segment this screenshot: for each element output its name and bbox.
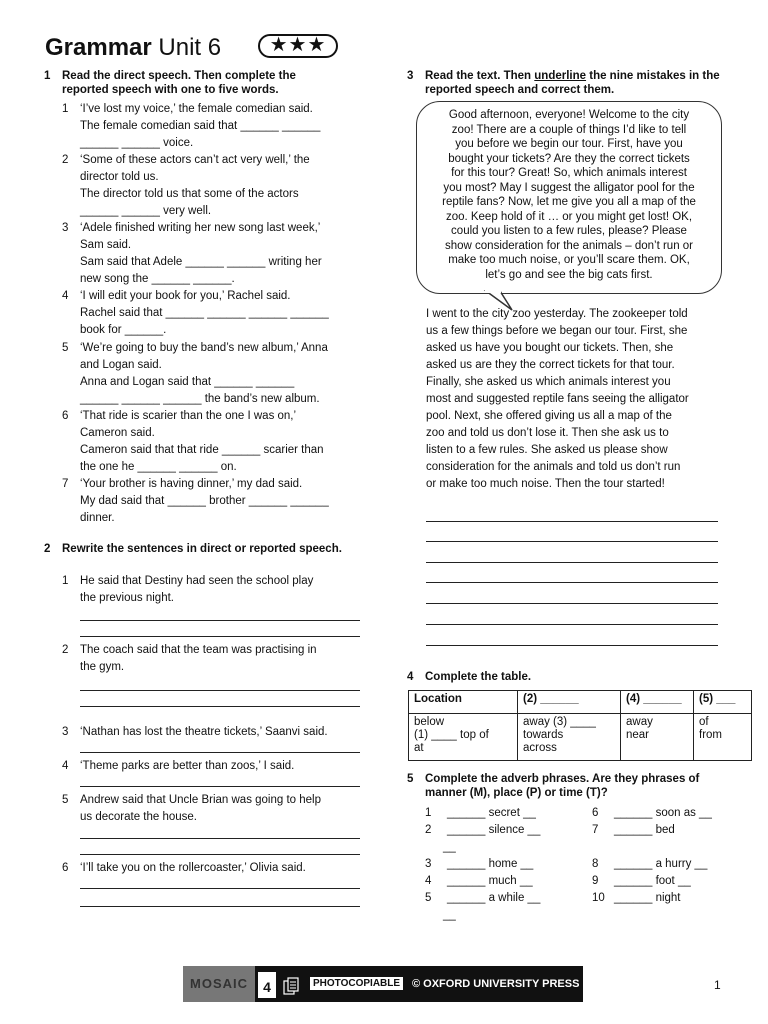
item-number: 4 — [425, 875, 432, 887]
bubble-line: make too much noise, or you’ll scare them. OK, — [448, 254, 690, 266]
item-number: 6 — [592, 807, 599, 819]
cell-line: of — [699, 716, 709, 728]
ex4-number: 4 — [407, 671, 414, 683]
ex4-heading — [407, 670, 727, 684]
item-text — [80, 408, 362, 476]
item-line: director told us. — [80, 171, 159, 183]
item-line: the previous night. — [80, 592, 174, 604]
ex2-item — [62, 758, 362, 775]
table-header: (5) ___ — [694, 691, 752, 714]
ex2-number: 2 — [44, 543, 51, 555]
ex1-item — [62, 340, 362, 408]
item-text: ______ secret __ — [447, 807, 536, 819]
adverb-item — [592, 822, 752, 839]
paragraph-line: listen to a few rules. She asked us please show — [426, 444, 668, 456]
brand-logo: MOSAIC — [183, 966, 255, 1002]
item-text — [80, 758, 362, 775]
answer-line — [80, 706, 360, 707]
paragraph-line: Finally, she asked us which animals interest you — [426, 376, 671, 388]
item-text: ______ silence __ — [447, 824, 541, 836]
table-header: (4) ______ — [621, 691, 694, 714]
answer-line — [426, 562, 718, 563]
answer-line — [426, 603, 718, 604]
item-line: The coach said that the team was practising in — [80, 644, 317, 656]
adverb-item — [425, 890, 585, 907]
item-number: 4 — [62, 290, 69, 302]
item-text: ______ much __ — [447, 875, 533, 887]
cell-line: below — [414, 716, 445, 728]
item-line: The director told us that some of the actors — [80, 188, 299, 200]
ex1-item — [62, 476, 362, 527]
difficulty-stars: ★★★ — [258, 34, 338, 58]
paragraph-line: most and suggested reptile fans seeing the alligator — [426, 393, 689, 405]
item-line: My dad said that ______ brother ______ ______ — [80, 495, 329, 507]
answer-line — [80, 786, 360, 787]
ex1-item — [62, 101, 362, 152]
item-line: ‘Theme parks are better than zoos,’ I said. — [80, 760, 295, 772]
bubble-line: show consideration for the animals – don’t run or — [444, 239, 694, 252]
item-number: 6 — [62, 862, 69, 874]
item-text: ______ home __ — [447, 858, 534, 870]
paragraph-line: I went to the city zoo yesterday. The zookeeper told — [426, 308, 688, 320]
bubble-line: you before we begin our tour. First, have you — [455, 138, 683, 150]
answer-line — [426, 541, 718, 542]
item-number: 1 — [62, 103, 69, 115]
overflow-blank: __ — [443, 841, 456, 853]
cell-line: away — [626, 716, 653, 728]
item-number: 10 — [592, 892, 605, 904]
ex5-instruction: Complete the adverb phrases. Are they phrases of manner (M), place (P) or time (T)? — [425, 773, 700, 799]
item-number: 7 — [592, 824, 599, 836]
answer-line — [80, 752, 360, 753]
paragraph-line: us a few things before we began our tour. First, she — [426, 325, 688, 337]
ex5-heading — [407, 772, 737, 800]
ex1-instruction: Read the direct speech. Then complete the reported speech with one to five words. — [62, 70, 296, 96]
paragraph-line: pool. Next, she offered giving us all a map of the — [426, 410, 672, 422]
bubble-line: zoo. Keep hold of it … or you might get lost! OK, — [445, 210, 693, 223]
page-number: 1 — [714, 978, 721, 992]
adverb-item — [425, 856, 585, 873]
ex2-item — [62, 792, 362, 826]
item-line: The female comedian said that ______ ______ — [80, 120, 321, 132]
item-line: Cameron said. — [80, 427, 155, 439]
item-line: ‘Your brother is having dinner,’ my dad said. — [80, 478, 303, 490]
item-line: Anna and Logan said that ______ ______ — [80, 376, 295, 388]
item-text — [80, 101, 362, 152]
ex3-instruction: Read the text. Then underline the nine mistakes in the reported speech and correct them. — [425, 70, 720, 96]
ex3-number: 3 — [407, 70, 414, 82]
item-number: 2 — [62, 644, 69, 656]
ex1-heading — [44, 69, 344, 97]
ex1-item — [62, 152, 362, 220]
bubble-line: bought your tickets? Are they the correct tickets — [448, 152, 690, 165]
item-text — [80, 220, 362, 288]
item-line: ‘Nathan has lost the theatre tickets,’ Saanvi said. — [80, 726, 328, 738]
adverb-item — [425, 822, 585, 839]
adverb-item — [592, 873, 752, 890]
item-line: Andrew said that Uncle Brian was going to help — [80, 794, 322, 806]
answer-line — [426, 521, 718, 522]
item-number: 9 — [592, 875, 599, 887]
cell-line: from — [699, 729, 722, 741]
item-number: 2 — [425, 824, 432, 836]
item-number: 3 — [62, 222, 69, 234]
adverb-item — [425, 805, 585, 822]
item-line: ‘We’re going to buy the band’s new album,’ Anna — [80, 342, 328, 354]
item-number: 1 — [62, 575, 69, 587]
answer-line — [426, 582, 718, 583]
item-line: ‘Adele finished writing her new song last week,’ — [80, 222, 321, 234]
ex4-instruction: Complete the table. — [425, 671, 532, 683]
location-table — [408, 690, 752, 761]
answer-line — [426, 624, 718, 625]
item-number: 7 — [62, 478, 69, 490]
table-header: (2) ______ — [518, 691, 621, 714]
item-line: the gym. — [80, 661, 125, 673]
item-line: the one he ______ ______ on. — [80, 461, 237, 473]
ex1-number: 1 — [44, 70, 51, 82]
ex2-heading — [44, 542, 344, 556]
table-cell — [518, 714, 621, 761]
item-text — [80, 573, 362, 607]
photocopy-icon — [282, 976, 302, 996]
adverb-item — [592, 805, 752, 822]
answer-line — [426, 645, 718, 646]
ex2-item — [62, 724, 362, 741]
item-text: ______ bed — [614, 824, 675, 836]
ex2-item — [62, 573, 362, 607]
ex2-instruction: Rewrite the sentences in direct or reported speech. — [62, 543, 342, 555]
bubble-line: zoo! There are a couple of things I’d like to tell — [451, 123, 687, 136]
paragraph-line: zoo and told us don’t lose it. Then she ask us to — [426, 427, 669, 439]
answer-line — [80, 888, 360, 889]
ex1-item — [62, 220, 362, 288]
ex2-item — [62, 642, 362, 676]
item-text: ______ a hurry __ — [614, 858, 708, 870]
paragraph-line: asked us are they the correct tickets for that tour. — [426, 359, 675, 371]
answer-line — [80, 690, 360, 691]
adverb-item — [592, 856, 752, 873]
item-text — [80, 724, 362, 741]
reported-paragraph — [426, 306, 726, 493]
item-number: 6 — [62, 410, 69, 422]
item-line: ‘That ride is scarier than the one I was on,’ — [80, 410, 297, 422]
adverb-item — [425, 873, 585, 890]
answer-line — [80, 854, 360, 855]
item-text — [80, 860, 362, 877]
publisher-label: © OXFORD UNIVERSITY PRESS — [412, 978, 580, 990]
item-number: 5 — [425, 892, 432, 904]
item-text — [80, 152, 362, 220]
table-header-row — [409, 691, 752, 714]
cell-line: away (3) ____ — [523, 716, 596, 728]
page-title — [45, 34, 221, 62]
paragraph-line: or make too much noise. Then the tour started! — [426, 478, 665, 490]
item-line: ‘I will edit your book for you,’ Rachel said. — [80, 290, 291, 302]
cell-line: near — [626, 729, 650, 741]
answer-line — [80, 906, 360, 907]
bubble-line: could you listen to a few rules, please? Please — [451, 225, 687, 237]
item-line: He said that Destiny had seen the school play — [80, 575, 314, 587]
item-line: new song the ______ ______. — [80, 273, 235, 285]
ex1-item — [62, 288, 362, 339]
bubble-line: for this tour? Great! So, which animals interest — [451, 167, 687, 179]
level-badge: 4 — [258, 972, 276, 998]
item-text — [80, 792, 362, 826]
item-text: ______ a while __ — [447, 892, 541, 904]
item-line: Sam said. — [80, 239, 132, 251]
ex5-number: 5 — [407, 773, 414, 785]
item-number: 3 — [425, 858, 432, 870]
adverb-item — [592, 890, 752, 907]
bubble-line: let’s go and see the big cats first. — [485, 268, 653, 281]
item-number: 4 — [62, 760, 69, 772]
ex1-item — [62, 408, 362, 476]
table-cell — [694, 714, 752, 761]
cell-line: at — [414, 742, 424, 754]
table-cell — [409, 714, 518, 761]
item-line: ______ ______ voice. — [80, 137, 194, 149]
cell-line: towards — [523, 729, 564, 741]
cell-line: across — [523, 742, 557, 754]
item-number: 8 — [592, 858, 599, 870]
paragraph-line: consideration for the animals and told us don’t run — [426, 461, 681, 473]
table-header: Location — [409, 691, 518, 714]
table-row — [409, 714, 752, 761]
item-number: 5 — [62, 794, 69, 806]
cell-line: (1) ____ top of — [414, 729, 489, 741]
item-line: ‘I’ve lost my voice,’ the female comedian said. — [80, 103, 313, 115]
speech-bubble — [416, 101, 722, 294]
table-cell — [621, 714, 694, 761]
bubble-line: you most? May I suggest the alligator pool for the — [443, 181, 695, 194]
item-number: 2 — [62, 154, 69, 166]
item-text — [80, 642, 362, 676]
item-line: us decorate the house. — [80, 811, 197, 823]
ex2-item — [62, 860, 362, 877]
item-number: 5 — [62, 342, 69, 354]
item-text: ______ night — [614, 892, 681, 904]
answer-line — [80, 636, 360, 637]
item-text — [80, 476, 362, 527]
item-text — [80, 288, 362, 339]
item-line: ______ ______ ______ the band’s new album. — [80, 393, 320, 405]
item-text: ______ foot __ — [614, 875, 691, 887]
item-line: and Logan said. — [80, 359, 162, 371]
item-line: ‘I’ll take you on the rollercoaster,’ Olivia said. — [80, 862, 306, 874]
answer-line — [80, 620, 360, 621]
ex3-heading — [407, 69, 727, 97]
bubble-line: reptile fans? Now, let me give you all a map of the — [442, 196, 696, 208]
answer-line — [80, 838, 360, 839]
item-line: ______ ______ very well. — [80, 205, 212, 217]
title-bold: Grammar — [45, 34, 152, 61]
item-line: ‘Some of these actors can’t act very well,’ the — [80, 154, 310, 166]
item-text — [80, 340, 362, 408]
item-line: Rachel said that ______ ______ ______ ______ — [80, 307, 329, 319]
item-line: dinner. — [80, 512, 115, 524]
item-line: Cameron said that that ride ______ scarier than — [80, 444, 324, 456]
overflow-blank: __ — [443, 909, 456, 921]
item-text: ______ soon as __ — [614, 807, 712, 819]
title-unit: Unit 6 — [158, 34, 222, 61]
item-number: 3 — [62, 726, 69, 738]
bubble-line: Good afternoon, everyone! Welcome to the city — [448, 109, 690, 121]
paragraph-line: asked us have you bought our tickets. Then, she — [426, 342, 674, 354]
item-number: 1 — [425, 807, 432, 819]
item-line: Sam said that Adele ______ ______ writing her — [80, 256, 322, 268]
photocopiable-label: PHOTOCOPIABLE — [310, 977, 403, 990]
item-line: book for ______. — [80, 324, 167, 336]
